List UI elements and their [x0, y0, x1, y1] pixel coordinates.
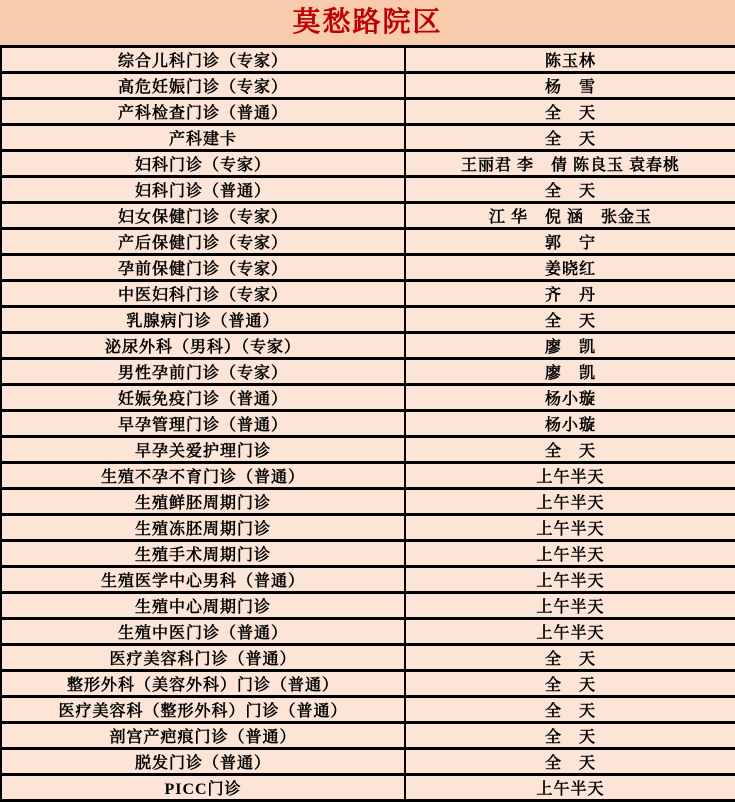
- schedule-cell: 王丽君 李 倩 陈良玉 袁春桃: [405, 151, 735, 177]
- table-row: [1, 307, 735, 333]
- department-cell: 生殖手术周期门诊: [1, 541, 405, 567]
- schedule-cell: 上午半天: [405, 463, 735, 489]
- table-row: [1, 567, 735, 593]
- schedule-cell: 廖 凯: [405, 333, 735, 359]
- table-row: [1, 151, 735, 177]
- department-cell: 生殖不孕不育门诊（普通）: [1, 463, 405, 489]
- schedule-cell: 上午半天: [405, 541, 735, 567]
- campus-title-bar: [0, 0, 735, 48]
- table-row: [1, 593, 735, 619]
- schedule-cell: 上午半天: [405, 619, 735, 645]
- schedule-cell: 全 天: [405, 697, 735, 723]
- page-title: 莫愁路院区: [292, 6, 443, 38]
- department-cell: 泌尿外科（男科）（专家）: [1, 333, 405, 359]
- department-cell: 产科检查门诊（普通）: [1, 99, 405, 125]
- table-row: [1, 177, 735, 203]
- department-cell: PICC门诊: [1, 775, 405, 801]
- table-row: [1, 125, 735, 151]
- table-row: [1, 489, 735, 515]
- department-cell: 产科建卡: [1, 125, 405, 151]
- department-cell: 妇女保健门诊（专家）: [1, 203, 405, 229]
- table-row: [1, 229, 735, 255]
- department-cell: 生殖中心周期门诊: [1, 593, 405, 619]
- schedule-cell: 郭 宁: [405, 229, 735, 255]
- schedule-cell: 全 天: [405, 177, 735, 203]
- table-row: [1, 697, 735, 723]
- schedule-cell: 全 天: [405, 99, 735, 125]
- department-cell: 中医妇科门诊（专家）: [1, 281, 405, 307]
- table-row: [1, 645, 735, 671]
- table-row: [1, 255, 735, 281]
- department-cell: 男性孕前门诊（专家）: [1, 359, 405, 385]
- table-row: [1, 281, 735, 307]
- table-row: [1, 203, 735, 229]
- table-row: [1, 463, 735, 489]
- department-cell: 整形外科（美容外科）门诊（普通）: [1, 671, 405, 697]
- schedule-cell: 全 天: [405, 749, 735, 775]
- table-row: [1, 775, 735, 801]
- table-row: [1, 99, 735, 125]
- table-row: [1, 541, 735, 567]
- department-cell: 妊娠免疫门诊（普通）: [1, 385, 405, 411]
- department-cell: 医疗美容科门诊（普通）: [1, 645, 405, 671]
- department-cell: 早孕管理门诊（普通）: [1, 411, 405, 437]
- department-cell: 乳腺病门诊（普通）: [1, 307, 405, 333]
- table-row: [1, 671, 735, 697]
- department-cell: 妇科门诊（专家）: [1, 151, 405, 177]
- department-cell: 生殖中医门诊（普通）: [1, 619, 405, 645]
- schedule-cell: 齐 丹: [405, 281, 735, 307]
- table-row: [1, 333, 735, 359]
- department-cell: 早孕关爱护理门诊: [1, 437, 405, 463]
- table-row: [1, 48, 735, 73]
- schedule-cell: 杨小璇: [405, 411, 735, 437]
- department-cell: 医疗美容科（整形外科）门诊（普通）: [1, 697, 405, 723]
- schedule-cell: 上午半天: [405, 489, 735, 515]
- department-cell: 生殖鲜胚周期门诊: [1, 489, 405, 515]
- schedule-cell: 全 天: [405, 125, 735, 151]
- schedule-cell: 姜晓红: [405, 255, 735, 281]
- table-row: [1, 359, 735, 385]
- table-row: [1, 437, 735, 463]
- schedule-cell: 全 天: [405, 437, 735, 463]
- schedule-cell: 陈玉林: [405, 48, 735, 73]
- department-cell: 妇科门诊（普通）: [1, 177, 405, 203]
- schedule-cell: 江 华 倪 涵 张金玉: [405, 203, 735, 229]
- department-cell: 生殖冻胚周期门诊: [1, 515, 405, 541]
- schedule-cell: 杨小璇: [405, 385, 735, 411]
- schedule-table-body: [1, 48, 735, 801]
- schedule-cell: 廖 凯: [405, 359, 735, 385]
- schedule-cell: 全 天: [405, 307, 735, 333]
- department-cell: 生殖医学中心男科（普通）: [1, 567, 405, 593]
- schedule-cell: 杨 雪: [405, 73, 735, 99]
- department-cell: 剖宫产疤痕门诊（普通）: [1, 723, 405, 749]
- department-cell: 综合儿科门诊（专家）: [1, 48, 405, 73]
- schedule-cell: 上午半天: [405, 775, 735, 801]
- department-cell: 脱发门诊（普通）: [1, 749, 405, 775]
- department-cell: 孕前保健门诊（专家）: [1, 255, 405, 281]
- department-cell: 产后保健门诊（专家）: [1, 229, 405, 255]
- schedule-cell: 上午半天: [405, 515, 735, 541]
- schedule-cell: 上午半天: [405, 567, 735, 593]
- schedule-cell: 全 天: [405, 723, 735, 749]
- schedule-cell: 上午半天: [405, 593, 735, 619]
- table-row: [1, 515, 735, 541]
- schedule-cell: 全 天: [405, 671, 735, 697]
- schedule-cell: 全 天: [405, 645, 735, 671]
- department-cell: 高危妊娠门诊（专家）: [1, 73, 405, 99]
- table-row: [1, 411, 735, 437]
- table-row: [1, 73, 735, 99]
- table-row: [1, 385, 735, 411]
- table-row: [1, 619, 735, 645]
- table-row: [1, 723, 735, 749]
- schedule-table: [0, 48, 735, 802]
- table-row: [1, 749, 735, 775]
